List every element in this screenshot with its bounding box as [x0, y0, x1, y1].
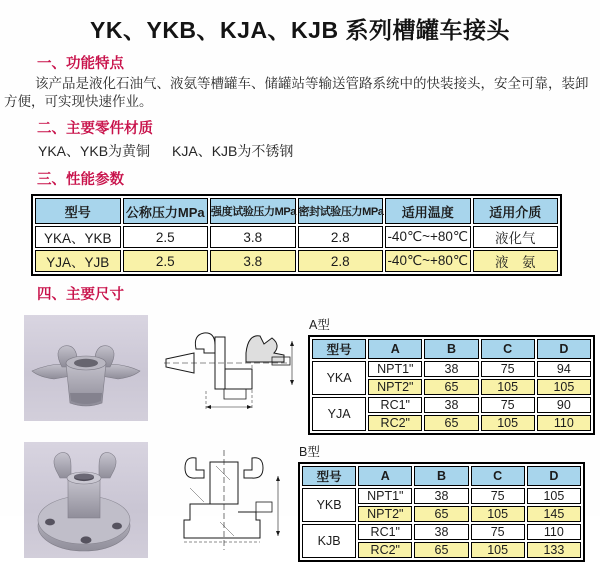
performance-table — [31, 194, 562, 276]
section-2-heading: 二、主要零件材质 — [37, 121, 153, 137]
table-cell: 65 — [424, 379, 478, 395]
table-cell: 110 — [537, 415, 591, 431]
column-header: C — [471, 466, 525, 486]
product-photo-flanged-coupling — [24, 442, 148, 558]
table-cell: RC1" — [358, 524, 412, 540]
column-header: B — [424, 339, 478, 359]
materials-line — [38, 141, 600, 161]
table-row — [35, 250, 558, 272]
table-header-row — [35, 198, 558, 224]
column-header-nominal-pressure: 公称压力MPa — [123, 198, 209, 224]
column-header: D — [527, 466, 581, 486]
table-cell: 105 — [537, 379, 591, 395]
dimensions-section — [24, 315, 600, 562]
table-cell: 145 — [527, 506, 581, 522]
column-header: A — [358, 466, 412, 486]
table-cell: 3.8 — [210, 250, 296, 272]
column-header-model: 型号 — [35, 198, 121, 224]
table-cell: NPT1" — [358, 488, 412, 504]
table-cell: 105 — [481, 415, 535, 431]
model-cell: YKA — [312, 361, 366, 395]
table-cell: NPT1" — [368, 361, 422, 377]
table-cell: NPT2" — [368, 379, 422, 395]
dimension-block-a — [308, 315, 595, 435]
table-cell: 90 — [537, 397, 591, 413]
table-cell: YJA、YJB — [35, 250, 121, 272]
table-cell: 105 — [471, 542, 525, 558]
feature-description: 该产品是液化石油气、液氨等槽罐车、储罐站等输送管路系统中的快装接头，安全可靠，装卸方便，可实现快速作业。 — [4, 76, 589, 109]
table-cell: 38 — [424, 361, 478, 377]
table-cell: 65 — [414, 506, 468, 522]
table-cell: 65 — [414, 542, 468, 558]
column-header: D — [537, 339, 591, 359]
table-cell: RC2" — [368, 415, 422, 431]
table-cell: 75 — [481, 397, 535, 413]
material-brass: YKA、YKB为黄铜 — [38, 143, 151, 159]
model-cell: YJA — [312, 397, 366, 431]
model-cell: YKB — [302, 488, 356, 522]
table-header-row — [302, 466, 581, 486]
table-row — [35, 226, 558, 248]
column-header-strength-test: 强度试验压力MPa — [210, 198, 296, 224]
table-cell: 110 — [527, 524, 581, 540]
table-cell: 94 — [537, 361, 591, 377]
column-header: B — [414, 466, 468, 486]
table-cell: 105 — [481, 379, 535, 395]
technical-drawing-a — [160, 319, 298, 415]
section-1-heading: 一、功能特点 — [37, 56, 124, 72]
table-cell: RC2" — [358, 542, 412, 558]
model-cell: KJB — [302, 524, 356, 558]
technical-drawing-b — [160, 446, 288, 554]
table-cell: 133 — [527, 542, 581, 558]
table-cell: 2.5 — [123, 250, 209, 272]
section-3-heading: 三、性能参数 — [37, 172, 124, 188]
dimension-table-a — [308, 335, 595, 435]
table-cell: 105 — [527, 488, 581, 504]
dimension-row-a — [24, 315, 600, 435]
table-cell: 2.8 — [298, 250, 384, 272]
dimension-table-b — [298, 462, 585, 562]
table-cell: NPT2" — [358, 506, 412, 522]
section-4-heading: 四、主要尺寸 — [37, 287, 124, 303]
material-stainless: KJA、KJB为不锈钢 — [172, 143, 294, 159]
column-header-temperature: 适用温度 — [385, 198, 471, 224]
column-header: A — [368, 339, 422, 359]
table-header-row — [312, 339, 591, 359]
column-header-seal-test: 密封试验压力MPa — [298, 198, 384, 224]
table-row — [302, 488, 581, 504]
table-cell: 65 — [424, 415, 478, 431]
table-row — [302, 524, 581, 540]
dimension-block-b — [298, 442, 585, 562]
table-cell: 105 — [471, 506, 525, 522]
table-cell: -40℃~+80℃ — [385, 226, 471, 248]
table-cell: 液化气 — [473, 226, 559, 248]
table-cell: 2.8 — [298, 226, 384, 248]
table-cell: 75 — [471, 488, 525, 504]
table-row — [312, 361, 591, 377]
column-header: 型号 — [312, 339, 366, 359]
table-cell: 75 — [481, 361, 535, 377]
table-cell: RC1" — [368, 397, 422, 413]
table-b-label: B型 — [299, 445, 320, 459]
column-header: C — [481, 339, 535, 359]
product-photo-wing-coupling — [24, 315, 148, 421]
table-cell: 75 — [471, 524, 525, 540]
table-row — [312, 397, 591, 413]
column-header: 型号 — [302, 466, 356, 486]
table-cell: YKA、YKB — [35, 226, 121, 248]
table-cell: 液 氨 — [473, 250, 559, 272]
column-header-media: 适用介质 — [473, 198, 559, 224]
table-cell: 3.8 — [210, 226, 296, 248]
dimension-row-b — [24, 442, 600, 562]
table-a-label: A型 — [309, 318, 330, 332]
table-cell: -40℃~+80℃ — [385, 250, 471, 272]
table-cell: 2.5 — [123, 226, 209, 248]
table-cell: 38 — [414, 488, 468, 504]
table-cell: 38 — [414, 524, 468, 540]
page-title: YK、YKB、KJA、KJB 系列槽罐车接头 — [90, 17, 510, 43]
table-cell: 38 — [424, 397, 478, 413]
